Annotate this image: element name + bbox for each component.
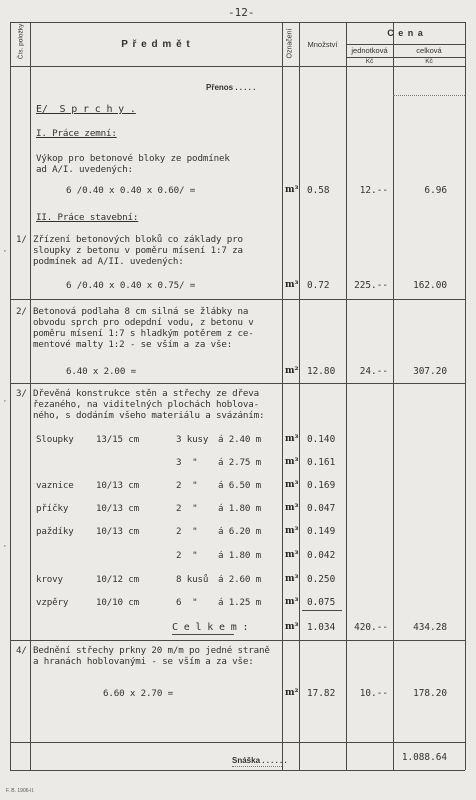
item2-number: 2/ bbox=[16, 306, 27, 317]
row-length: á 6.50 m bbox=[218, 480, 262, 491]
item2-separator bbox=[10, 383, 465, 384]
item1-number: 1/ bbox=[16, 234, 27, 245]
row-qty: 0.169 bbox=[307, 480, 336, 491]
page-number: -12- bbox=[228, 6, 255, 19]
summary-top-line bbox=[10, 742, 465, 743]
row-count: 2 " bbox=[176, 550, 198, 561]
item3-total: 434.28 bbox=[413, 622, 447, 633]
item4-total: 178.20 bbox=[413, 688, 447, 699]
row-count: 3 kusy bbox=[176, 434, 209, 445]
column-divider-mark bbox=[299, 22, 300, 770]
row-unit: m³ bbox=[285, 434, 299, 444]
price-header-divider bbox=[346, 44, 465, 45]
excavation-total: 6.96 bbox=[424, 185, 447, 196]
row-qty: 0.075 bbox=[307, 597, 336, 608]
item4-unit-price: 10.-- bbox=[359, 688, 388, 699]
item3-total-underline bbox=[172, 634, 234, 635]
subsection-earthworks: I. Práce zemní: bbox=[36, 128, 117, 139]
row-length: á 6.20 m bbox=[218, 526, 262, 537]
excavation-text-2: ad A/I. uvedených: bbox=[36, 164, 133, 175]
row-name: Sloupky bbox=[36, 434, 74, 445]
row-length: á 1.80 m bbox=[218, 503, 262, 514]
item3-total-label: C e l k e m : bbox=[172, 622, 249, 633]
row-count: 2 " bbox=[176, 503, 198, 514]
row-dimension: 10/12 cm bbox=[96, 574, 140, 585]
item2-total: 307.20 bbox=[413, 366, 447, 377]
row-length: á 1.25 m bbox=[218, 597, 262, 608]
header-currency-total: Kč bbox=[425, 58, 433, 65]
row-length: á 2.75 m bbox=[218, 457, 262, 468]
header-total-price: celková bbox=[416, 46, 442, 55]
row-count: 2 " bbox=[176, 480, 198, 491]
table-top-border bbox=[10, 22, 465, 23]
excavation-text-1: Výkop pro betonové bloky ze podmínek bbox=[36, 153, 230, 164]
item3-text-1: Dřevěná konstrukce stěn a střechy ze dřeva bbox=[33, 388, 260, 399]
item1-text-2: sloupky z betonu v poměru mísení 1:7 za bbox=[33, 245, 243, 256]
row-unit: m³ bbox=[285, 550, 299, 560]
row-unit: m³ bbox=[285, 597, 299, 607]
row-name: krovy bbox=[36, 574, 63, 585]
row-count: 8 kusů bbox=[176, 574, 209, 585]
column-divider-qty bbox=[346, 22, 347, 770]
subsection-construction: II. Práce stavební: bbox=[36, 212, 139, 223]
item1-unit: m³ bbox=[285, 280, 299, 290]
item1-unit-price: 225.-- bbox=[354, 280, 388, 291]
item1-text-3: podmínek ad A/II. uvedených: bbox=[33, 256, 184, 267]
table-bottom-border bbox=[10, 770, 465, 771]
item1-qty: 0.72 bbox=[307, 280, 330, 291]
item2-formula: 6.40 x 2.00 = bbox=[66, 366, 136, 377]
item2-text-4: mentové malty 1:2 - se vším a za vše: bbox=[33, 339, 233, 350]
row-name: příčky bbox=[36, 503, 69, 514]
item3-text-3: ného, s dodáním všeho materiálu a svázáním: bbox=[33, 410, 265, 421]
row-unit: m³ bbox=[285, 574, 299, 584]
row-length: á 1.80 m bbox=[218, 550, 262, 561]
header-mark: Označení bbox=[286, 28, 294, 59]
header-unit-price: jednotková bbox=[351, 46, 388, 55]
item3-number: 3/ bbox=[16, 388, 27, 399]
row-length: á 2.40 m bbox=[218, 434, 262, 445]
item2-qty: 12.80 bbox=[307, 366, 336, 377]
excavation-unit: m³ bbox=[285, 185, 299, 195]
item3-unit: m³ bbox=[285, 622, 299, 632]
item3-text-2: řezaného, na viditelných plochách hoblova- bbox=[33, 399, 260, 410]
section-title: E/ S p r c h y . bbox=[36, 104, 136, 115]
row-dimension: 13/15 cm bbox=[96, 434, 140, 445]
item4-text-2: a hranách hoblovanými - se vším a za vše: bbox=[33, 656, 254, 667]
row-qty: 0.149 bbox=[307, 526, 336, 537]
row-count: 3 " bbox=[176, 457, 198, 468]
header-item-no: Čís. položky bbox=[17, 23, 25, 60]
row-length: á 2.60 m bbox=[218, 574, 262, 585]
item3-qty: 1.034 bbox=[307, 622, 336, 633]
margin-mark: · bbox=[3, 540, 7, 552]
row-dimension: 10/13 cm bbox=[96, 526, 140, 537]
row-qty: 0.250 bbox=[307, 574, 336, 585]
item2-unit: m² bbox=[285, 366, 299, 376]
column-divider-no bbox=[30, 22, 31, 770]
sum-dotted-line bbox=[232, 766, 282, 767]
excavation-qty: 0.58 bbox=[307, 185, 330, 196]
item1-separator bbox=[10, 299, 465, 300]
sum-label: Snáška . . . . . . bbox=[232, 756, 287, 765]
margin-mark: · bbox=[3, 395, 7, 407]
item4-qty: 17.82 bbox=[307, 688, 336, 699]
row-qty: 0.161 bbox=[307, 457, 336, 468]
excavation-unit-price: 12.-- bbox=[359, 185, 388, 196]
item1-total: 162.00 bbox=[413, 280, 447, 291]
header-subject: P ř e d m ě t bbox=[121, 39, 191, 50]
item3-unit-price: 420.-- bbox=[354, 622, 388, 633]
row-unit: m³ bbox=[285, 503, 299, 513]
footer-note: F. B. 1906-II. bbox=[6, 788, 35, 794]
table-border-right bbox=[465, 22, 466, 770]
item1-text-1: Zřízení betonových bloků co základy pro bbox=[33, 234, 243, 245]
item2-text-2: obvodu sprch pro odepdní vodu, z betonu v bbox=[33, 317, 254, 328]
qty-sum-line bbox=[302, 610, 342, 611]
item4-unit: m² bbox=[285, 688, 299, 698]
row-qty: 0.140 bbox=[307, 434, 336, 445]
column-divider-subject bbox=[282, 22, 283, 770]
table-border-left bbox=[10, 22, 11, 770]
item1-formula: 6 /0.40 x 0.40 x 0.75/ = bbox=[66, 280, 196, 291]
row-unit: m³ bbox=[285, 480, 299, 490]
item2-text-1: Betonová podlaha 8 cm silná se žlábky na bbox=[33, 306, 249, 317]
item4-formula: 6.60 x 2.70 = bbox=[103, 688, 173, 699]
column-divider-price bbox=[393, 22, 394, 770]
row-count: 2 " bbox=[176, 526, 198, 537]
margin-mark: · bbox=[3, 245, 7, 257]
row-qty: 0.047 bbox=[307, 503, 336, 514]
row-dimension: 10/13 cm bbox=[96, 503, 140, 514]
header-currency-unit: Kč bbox=[365, 58, 374, 65]
row-count: 6 " bbox=[176, 597, 198, 608]
row-name: paždíky bbox=[36, 526, 74, 537]
header-bottom-border bbox=[10, 66, 465, 67]
sum-total: 1.088.64 bbox=[401, 752, 447, 763]
header-price: C e n a bbox=[387, 28, 424, 38]
row-dimension: 10/13 cm bbox=[96, 480, 140, 491]
item4-number: 4/ bbox=[16, 645, 27, 656]
item4-text-1: Bednění střechy prkny 20 m/m po jedné straně bbox=[33, 645, 270, 656]
item3-separator bbox=[10, 640, 465, 641]
row-dimension: 10/10 cm bbox=[96, 597, 140, 608]
row-name: vaznice bbox=[36, 480, 74, 491]
row-unit: m³ bbox=[285, 457, 299, 467]
item2-unit-price: 24.-- bbox=[359, 366, 388, 377]
row-qty: 0.042 bbox=[307, 550, 336, 561]
excavation-formula: 6 /0.40 x 0.40 x 0.60/ = bbox=[66, 185, 196, 196]
row-name: vzpěry bbox=[36, 597, 69, 608]
header-qty: Množství bbox=[307, 40, 338, 49]
row-unit: m³ bbox=[285, 526, 299, 536]
carry-over-line bbox=[393, 95, 465, 96]
carry-over-label: Přenos . . . . . bbox=[206, 83, 256, 92]
item2-text-3: poměru mísení 1:7 s hladkým potěrem z ce- bbox=[33, 328, 254, 339]
